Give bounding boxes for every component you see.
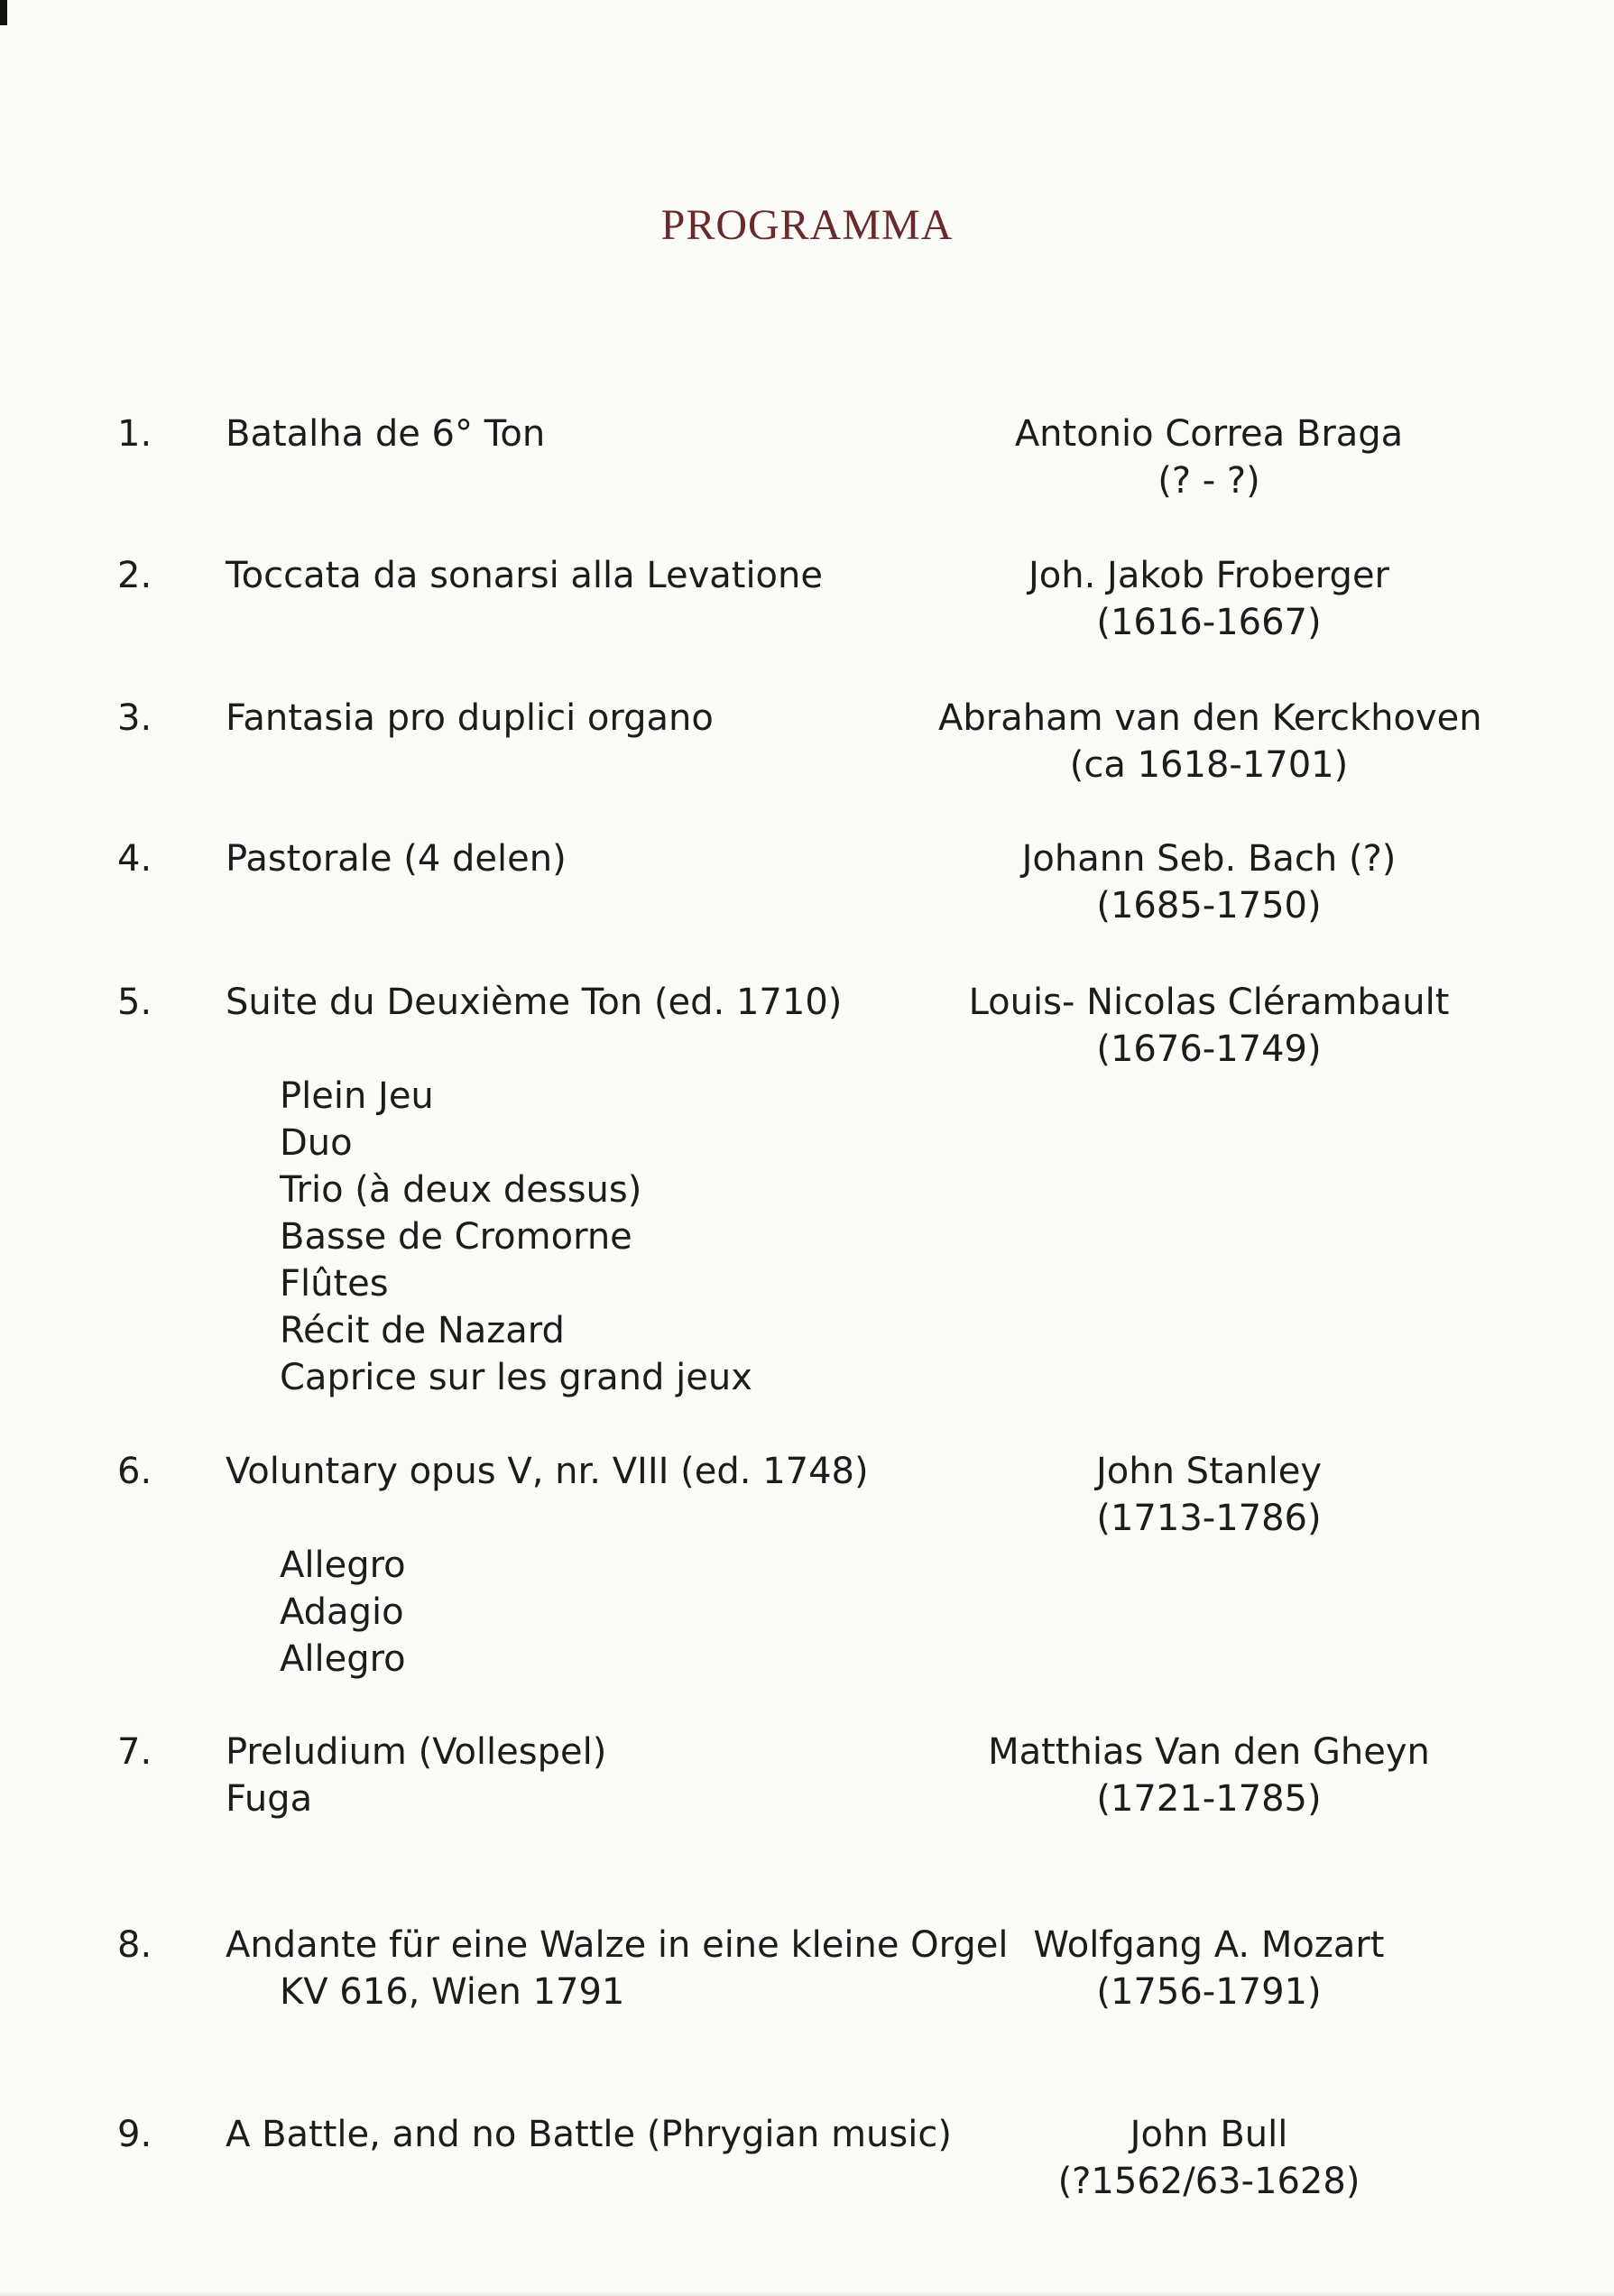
item-number: 6.: [117, 1451, 152, 1492]
scan-bottom-edge: [0, 2291, 1614, 2296]
composer-dates: (? - ?): [1157, 460, 1260, 502]
composer-name: Abraham van den Kerckhoven: [938, 697, 1482, 739]
work-title: [226, 835, 992, 882]
item-number: 1.: [117, 413, 152, 455]
composer-name: John Bull: [1130, 2114, 1288, 2155]
movement: Basse de Cromorne: [280, 1216, 632, 1258]
item-number: 5.: [117, 982, 152, 1023]
composer-dates: (?1562/63-1628): [1057, 2161, 1360, 2202]
movement: Flûtes: [280, 1263, 389, 1305]
composer-name: Antonio Correa Braga: [1014, 413, 1404, 455]
composer-block: [938, 552, 1480, 646]
work-line: KV 616, Wien 1791: [280, 1971, 625, 2013]
work-title: [226, 2111, 992, 2158]
composer-name: Joh. Jakob Froberger: [1028, 555, 1389, 596]
work-line: Andante für eine Walze in eine kleine Orgel: [226, 1924, 1009, 1966]
movement-list: [226, 1542, 992, 1683]
movement: Caprice sur les grand jeux: [280, 1357, 752, 1398]
composer-block: [938, 979, 1480, 1073]
item-number: 8.: [117, 1924, 152, 1966]
scan-edge-mark: [0, 0, 7, 25]
work-line: Batalha de 6° Ton: [226, 413, 546, 455]
movement: Plein Jeu: [280, 1075, 434, 1117]
page-title: PROGRAMMA: [660, 201, 954, 250]
composer-dates: (1685-1750): [1096, 885, 1322, 927]
work-title: [226, 695, 992, 742]
composer-dates: (1676-1749): [1096, 1028, 1322, 1070]
work-title: [226, 1729, 992, 1822]
item-number: 7.: [117, 1731, 152, 1773]
composer-dates: (1713-1786): [1096, 1498, 1322, 1539]
movement-list: [226, 1073, 992, 1401]
work-line: Suite du Deuxième Ton (ed. 1710): [226, 982, 843, 1023]
work-title: [226, 410, 992, 457]
composer-block: [938, 1448, 1480, 1542]
work-line: Voluntary opus V, nr. VIII (ed. 1748): [226, 1451, 869, 1492]
composer-dates: (ca 1618-1701): [1069, 744, 1349, 786]
composer-block: [938, 2111, 1480, 2205]
work-line: Fuga: [226, 1778, 313, 1820]
work-title: [226, 1448, 992, 1683]
work-line: Toccata da sonarsi alla Levatione: [226, 555, 823, 596]
item-number: 2.: [117, 555, 152, 596]
composer-name: Johann Seb. Bach (?): [1021, 838, 1397, 880]
composer-block: [938, 835, 1480, 929]
work-line: A Battle, and no Battle (Phrygian music): [226, 2114, 952, 2155]
composer-block: [938, 410, 1480, 504]
work-line: Fantasia pro duplici organo: [226, 697, 714, 739]
movement: Allegro: [280, 1544, 406, 1586]
item-number: 4.: [117, 838, 152, 880]
movement: Adagio: [280, 1591, 404, 1633]
movement: Trio (à deux dessus): [280, 1169, 642, 1211]
movement: Duo: [280, 1122, 353, 1164]
work-title: [226, 1922, 1009, 2015]
work-line: Pastorale (4 delen): [226, 838, 567, 880]
composer-block: [938, 695, 1480, 788]
composer-block: [938, 1922, 1480, 2015]
composer-dates: (1721-1785): [1096, 1778, 1322, 1820]
composer-name: Matthias Van den Gheyn: [988, 1731, 1430, 1773]
composer-name: John Stanley: [1095, 1451, 1323, 1492]
composer-block: [938, 1729, 1480, 1822]
item-number: 3.: [117, 697, 152, 739]
work-title: [226, 552, 992, 599]
work-title: [226, 979, 992, 1401]
composer-dates: (1616-1667): [1096, 602, 1322, 643]
movement: Récit de Nazard: [280, 1310, 565, 1351]
composer-name: Louis- Nicolas Clérambault: [968, 982, 1450, 1023]
work-line: Preludium (Vollespel): [226, 1731, 607, 1773]
item-number: 9.: [117, 2114, 152, 2155]
composer-dates: (1756-1791): [1096, 1971, 1322, 2013]
composer-name: Wolfgang A. Mozart: [1033, 1924, 1385, 1966]
movement: Allegro: [280, 1638, 406, 1680]
